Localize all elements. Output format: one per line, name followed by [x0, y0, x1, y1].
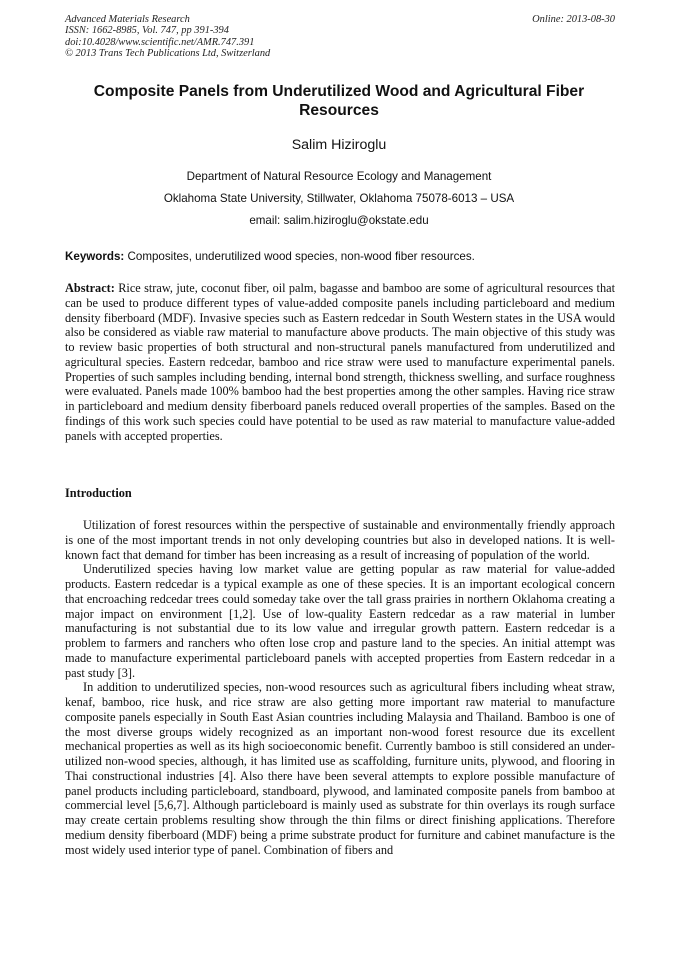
keywords-label: Keywords: [65, 250, 125, 263]
abstract [65, 281, 615, 443]
introduction-body [65, 518, 615, 857]
doi-line: doi:10.4028/www.scientific.net/AMR.747.391 [65, 36, 255, 48]
paper-title: Composite Panels from Underutilized Wood and Agricultural Fiber Resources [93, 83, 585, 119]
paragraph: In addition to underutilized species, non-wood resources such as agricultural fibers including wheat straw, kenaf, bamboo, rice husk, and rice straw are also getting more important raw material to manufacture composite panels especially in South East Asian countries including Malaysia and Thailand. Bamboo is one of the most diverse groups widely recognized as an important non-wood forest resource due its excellent mechanical properties as well as its high socioeconomic benefit. Currently bamboo is still considered an under-utilized non-wood species, although, it has limited use as scaffolding, furniture units, plywood, and flooring in Thai constructional industries [4]. Also there have been several attempts to explore possible manufacture of panel products including particleboard, standboard, plywood, and laminated composite panels from bamboo at commercial level [5,6,7]. Although particleboard is mainly used as substrate for thin overlays its rough surface may create certain problems resulting show through the thin films or direct finishing applications. Therefore medium density fiberboard (MDF) being a prime substrate product for furniture and cabinet manufacture is the most widely used interior type of panel. Combination of fibers and [65, 680, 615, 857]
paragraph: Underutilized species having low market value are getting popular as raw material for value-added products. Eastern redcedar is a typical example as one of these species. It is an important ecological concern that encroaching redcedar trees could someday take over the tall grass prairies in northern Oklahoma creating a major impact on environment [1,2]. Use of low-quality Eastern redcedar as a raw material in lumber manufacturing is not substantial due to its low value and irregular growth pattern. Eastern redcedar is a problem to farmers and ranchers who often lose crop and pasture land to the species. An initial attempt was made to manufacture experimental particleboard panels with accepted properties from Eastern redcedar in a past study [3]. [65, 562, 615, 680]
introduction-heading: Introduction [65, 486, 132, 500]
affiliation-department: Department of Natural Resource Ecology and Management [186, 170, 492, 183]
keywords [65, 250, 615, 263]
publication-header [65, 14, 615, 60]
copyright-line: © 2013 Trans Tech Publications Ltd, Switzerland [65, 48, 271, 60]
abstract-text: Rice straw, jute, coconut fiber, oil palm, bagasse and bamboo are some of agricultural resources that can be used to produce different types of value-added composite panels including particleboard and medium density fiberboard (MDF). Invasive species such as Eastern redcedar in South Western states in the USA would also be considered as viable raw material to manufacture above products. The main objective of this study was to review basic properties of both structural and non-structural panels manufactured from underutilized and agricultural species. Eastern redcedar, bamboo and rice straw were used to manufacture experimental panels. Properties of such samples including bending, internal bond strength, thickness swelling, and surface roughness were evaluated. Panels made 100% bamboo had the best properties among the other samples. Having rice straw in particleboard and medium density fiberboard panels reduced overall properties of the samples. Based on the findings of this work such species could have potential to be used as raw material to manufacture value-added panels with accepted properties. [65, 281, 615, 443]
author-email: email: salim.hiziroglu@okstate.edu [249, 214, 429, 227]
journal-name: Advanced Materials Research [65, 14, 190, 25]
affiliation-university: Oklahoma State University, Stillwater, Oklahoma 75078-6013 – USA [163, 192, 515, 205]
abstract-label: Abstract: [65, 281, 115, 295]
paragraph: Utilization of forest resources within the perspective of sustainable and environmentally friendly approach is one of the most important trends in not only developing countries but also in developed nations. It is well-known fact that demand for timber has been increasing as a result of increasing of population of the world. [65, 518, 615, 562]
online-date: Online: 2013-08-30 [532, 14, 615, 25]
keywords-text: Composites, underutilized wood species, non-wood fiber resources. [124, 250, 475, 263]
issn-line: ISSN: 1662-8985, Vol. 747, pp 391-394 [65, 25, 229, 37]
author-name: Salim Hiziroglu [291, 137, 387, 153]
